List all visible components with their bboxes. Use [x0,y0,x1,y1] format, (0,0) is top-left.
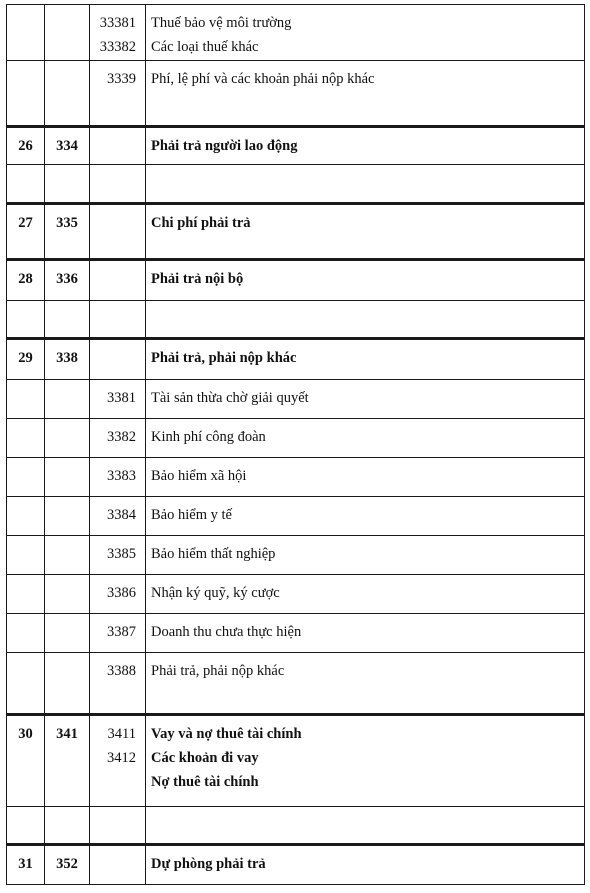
level2-account-cell [90,715,146,807]
level1-account-cell [45,165,90,204]
level2-account-code: 3381 [107,390,136,406]
level2-account-cell [90,845,146,885]
account-name: Nhận ký quỹ, ký cược [151,585,280,601]
row-number-cell: 28 [7,260,45,301]
row-number-cell [7,575,45,614]
row-number-cell [7,301,45,339]
level1-account-cell [45,653,90,715]
level2-account-code: 3411 [107,726,136,742]
level2-account-code: 3383 [107,468,136,484]
account-name: Thuế bảo vệ môi trường [151,15,292,31]
account-name: Doanh thu chưa thực hiện [151,624,302,640]
account-name: Bảo hiểm thất nghiệp [151,546,276,562]
row-number-cell [7,536,45,575]
account-name: Phải trả nội bộ [151,271,244,287]
level2-account-code: 3412 [107,750,136,766]
account-name: Phải trả, phải nộp khác [151,663,285,679]
table-row [7,458,585,497]
row-number-cell: 27 [7,204,45,260]
account-name-cell [146,614,585,653]
row-number-cell [7,614,45,653]
row-number-cell [7,497,45,536]
level1-account-cell [45,5,90,61]
row-number-cell [7,165,45,204]
level2-account-cell [90,536,146,575]
account-name-cell [146,458,585,497]
account-name: Phải trả, phải nộp khác [151,350,297,366]
row-number-cell [7,458,45,497]
account-name: Bảo hiểm y tế [151,507,232,523]
account-name-cell [146,715,585,807]
account-name-cell [146,5,585,61]
level2-account-cell [90,380,146,419]
row-number-cell [7,5,45,61]
level1-account-cell: 336 [45,260,90,301]
row-number-cell [7,807,45,845]
account-name: Bảo hiểm xã hội [151,468,247,484]
account-name: Tài sản thừa chờ giải quyết [151,390,309,406]
account-name-cell [146,61,585,127]
account-table [6,4,585,885]
table-row [7,845,585,885]
level2-account-code: 3382 [107,429,136,445]
account-name-cell [146,807,585,845]
account-name: Các khoản đi vay [151,750,259,766]
table-row [7,614,585,653]
table-row [7,575,585,614]
account-name-cell [146,536,585,575]
level1-account-cell [45,614,90,653]
table-row [7,5,585,61]
row-number-cell: 26 [7,127,45,165]
level2-account-cell [90,419,146,458]
table-row [7,653,585,715]
level2-account-code: 3385 [107,546,136,562]
row-number-cell [7,380,45,419]
table-row [7,127,585,165]
level2-account-cell [90,339,146,380]
account-name-cell [146,380,585,419]
account-name: Vay và nợ thuê tài chính [151,726,302,742]
row-number-cell: 30 [7,715,45,807]
level1-account-cell [45,536,90,575]
account-name: Dự phòng phải trả [151,856,266,872]
table-row [7,419,585,458]
level2-account-cell [90,61,146,127]
level2-account-code: 3386 [107,585,136,601]
level2-account-cell [90,127,146,165]
level2-account-cell [90,807,146,845]
level1-account-cell [45,807,90,845]
table-row [7,497,585,536]
account-name-cell [146,497,585,536]
account-name-cell [146,653,585,715]
account-name: Chi phí phải trả [151,215,251,231]
account-name: Phí, lệ phí và các khoản phải nộp khác [151,71,375,87]
table-row [7,380,585,419]
account-name-cell [146,301,585,339]
account-name: Phải trả người lao động [151,138,298,154]
table-row [7,807,585,845]
level2-account-code: 3388 [107,663,136,679]
row-number-cell [7,653,45,715]
account-name-cell [146,260,585,301]
level2-account-cell [90,165,146,204]
account-name-cell [146,575,585,614]
level1-account-cell [45,497,90,536]
level2-account-cell [90,653,146,715]
level2-account-cell [90,575,146,614]
level2-account-code: 3384 [107,507,136,523]
account-name: Nợ thuê tài chính [151,774,259,790]
table-row [7,260,585,301]
level2-account-cell [90,260,146,301]
level2-account-cell [90,301,146,339]
level2-account-cell [90,458,146,497]
level1-account-cell: 341 [45,715,90,807]
level2-account-code: 3387 [107,624,136,640]
level2-account-cell [90,5,146,61]
level1-account-cell [45,380,90,419]
account-name-cell [146,127,585,165]
table-row [7,61,585,127]
level1-account-cell: 334 [45,127,90,165]
table-row [7,536,585,575]
account-name: Các loại thuế khác [151,39,259,55]
row-number-cell [7,419,45,458]
account-name-cell [146,204,585,260]
level1-account-cell: 352 [45,845,90,885]
level1-account-cell [45,575,90,614]
account-table-body [7,5,585,885]
row-number-cell: 31 [7,845,45,885]
level1-account-cell [45,419,90,458]
level1-account-cell [45,301,90,339]
table-row [7,339,585,380]
level1-account-cell: 338 [45,339,90,380]
level2-account-code: 3339 [107,71,136,87]
level2-account-cell [90,614,146,653]
row-number-cell: 29 [7,339,45,380]
level2-account-code: 33382 [99,39,136,55]
account-name-cell [146,845,585,885]
table-row [7,715,585,807]
row-number-cell [7,61,45,127]
level2-account-code: 33381 [99,15,136,31]
level1-account-cell [45,61,90,127]
table-row [7,204,585,260]
level1-account-cell [45,458,90,497]
level1-account-cell: 335 [45,204,90,260]
account-name-cell [146,165,585,204]
level2-account-cell [90,497,146,536]
level2-account-cell [90,204,146,260]
account-name-cell [146,339,585,380]
table-row [7,301,585,339]
account-name: Kinh phí công đoàn [151,429,266,445]
table-row [7,165,585,204]
account-name-cell [146,419,585,458]
